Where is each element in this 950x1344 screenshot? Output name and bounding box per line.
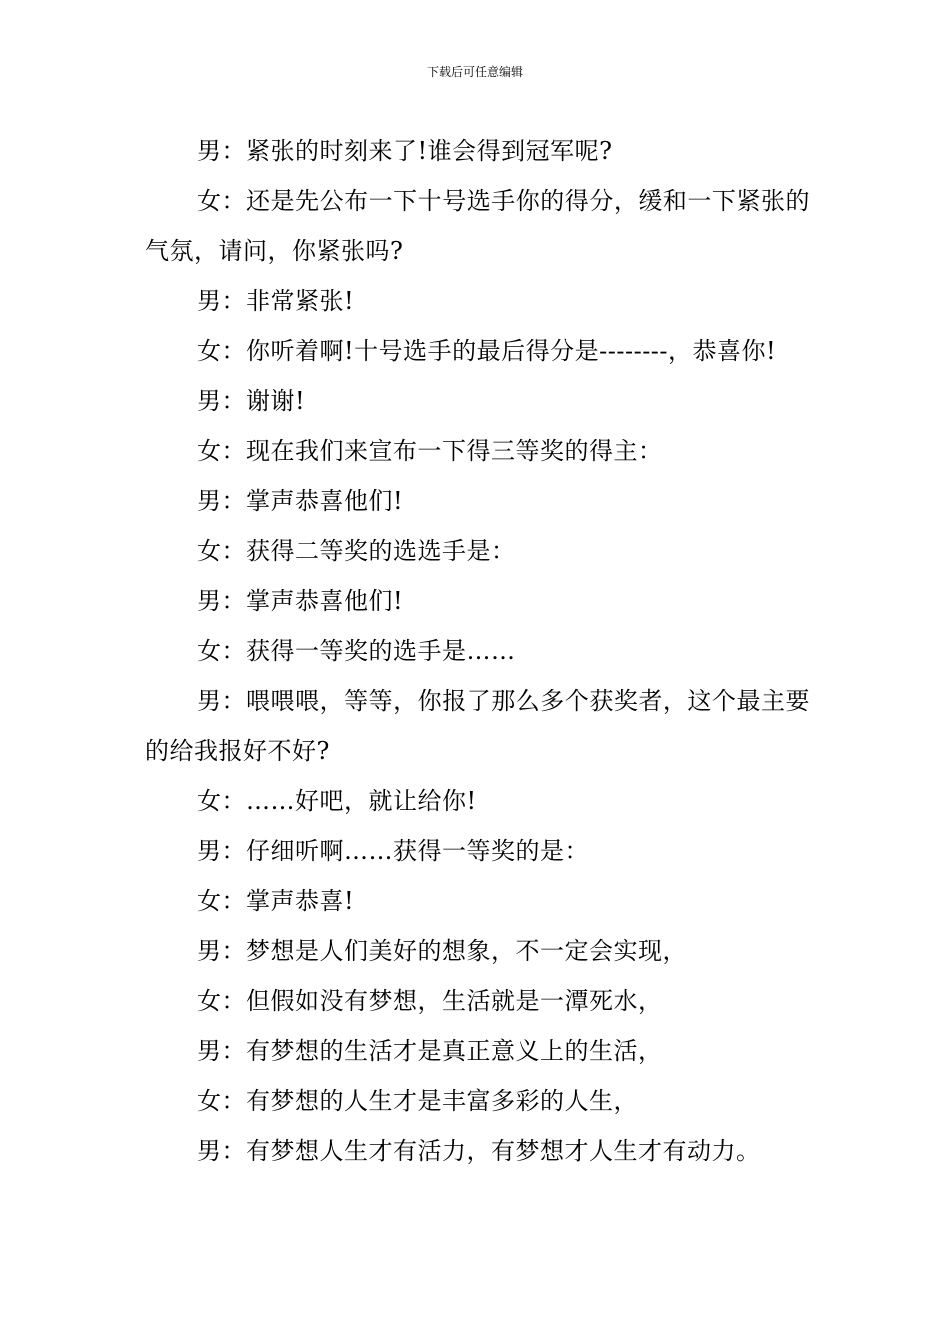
dialogue-line: 男：掌声恭喜他们! — [197, 587, 404, 615]
dialogue-line: 女：掌声恭喜! — [197, 887, 355, 915]
dialogue-line: 男：仔细听啊……获得一等奖的是： — [197, 837, 589, 865]
dialogue-line: 女：你听着啊!十号选手的最后得分是--------，恭喜你! — [197, 337, 777, 365]
document-body — [145, 126, 810, 1176]
dialogue-line: 男：掌声恭喜他们! — [197, 487, 404, 515]
dialogue-line: 男：有梦想的生活才是真正意义上的生活， — [197, 1037, 663, 1065]
dialogue-line: 女：……好吧，就让给你! — [197, 787, 477, 815]
dialogue-line: 男：有梦想人生才有活力，有梦想才人生才有动力。 — [197, 1137, 761, 1165]
dialogue-line: 男：梦想是人们美好的想象，不一定会实现， — [197, 937, 687, 965]
page-header: 下载后可任意编辑 — [426, 65, 523, 79]
dialogue-line: 女：但假如没有梦想，生活就是一潭死水， — [197, 987, 663, 1015]
dialogue-line: 女：现在我们来宣布一下得三等奖的得主： — [197, 437, 663, 465]
dialogue-line: 女：还是先公布一下十号选手你的得分，缓和一下紧张的气氛，请问，你紧张吗? — [145, 187, 810, 265]
dialogue-line: 男：谢谢! — [197, 387, 306, 415]
dialogue-line: 女：获得一等奖的选手是…… — [197, 637, 516, 665]
dialogue-line: 女：获得二等奖的选选手是： — [197, 537, 516, 565]
dialogue-line: 男：非常紧张! — [197, 287, 355, 315]
dialogue-line: 男：喂喂喂，等等，你报了那么多个获奖者，这个最主要的给我报好不好? — [145, 687, 810, 765]
dialogue-line: 女：有梦想的人生才是丰富多彩的人生， — [197, 1087, 638, 1115]
dialogue-line: 男：紧张的时刻来了!谁会得到冠军呢? — [197, 137, 613, 165]
